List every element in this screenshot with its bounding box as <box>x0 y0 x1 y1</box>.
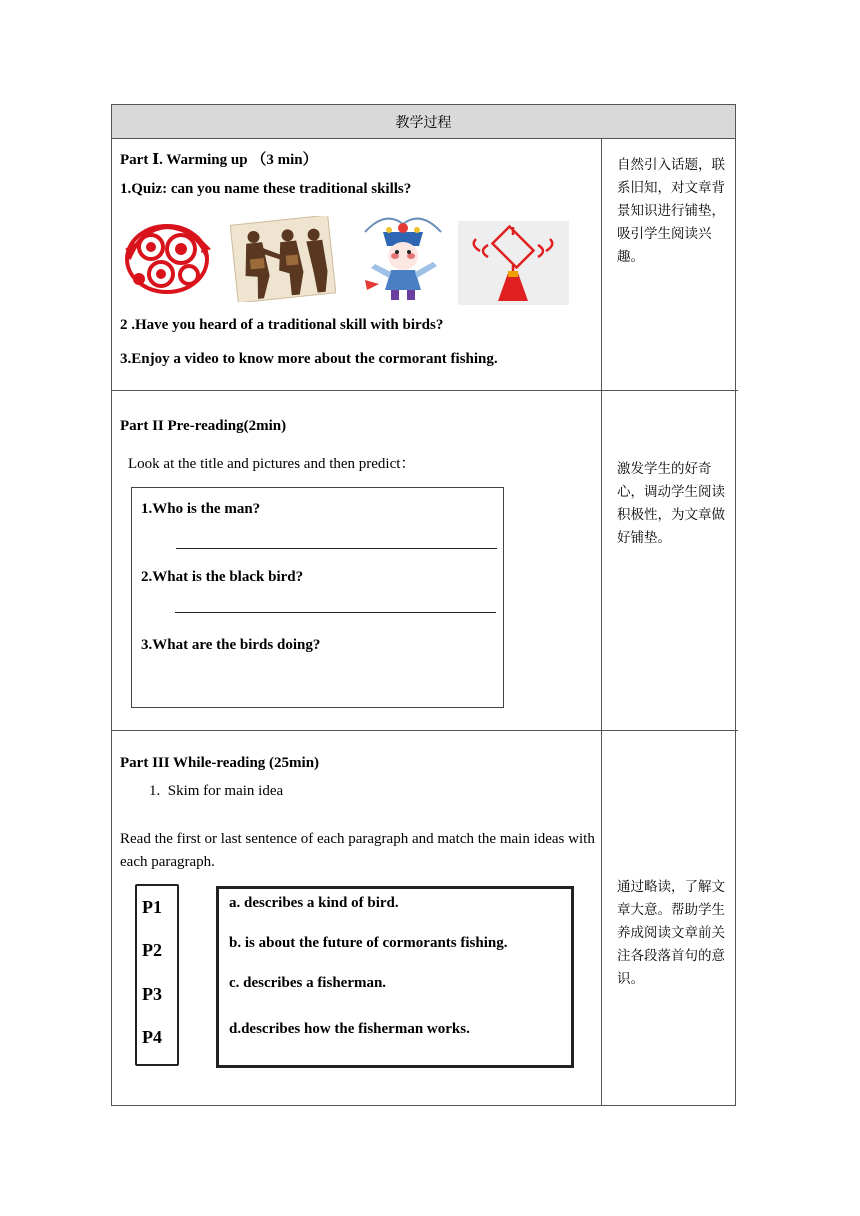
row-divider-1 <box>111 390 738 391</box>
peking-opera-figure-image <box>355 210 451 306</box>
part3-title: Part III While-reading (25min) <box>120 755 320 771</box>
part1-question-3: 3.Enjoy a video to know more about the cormorant fishing. <box>120 351 498 367</box>
header-title: 教学过程 <box>395 114 452 131</box>
paper-cutting-image <box>121 219 213 299</box>
table-header <box>111 104 736 139</box>
column-divider <box>601 139 602 1106</box>
predict-question-3: 3.What are the birds doing? <box>141 637 321 653</box>
part1-title: Part Ⅰ. Warming up （3 min） <box>120 152 318 168</box>
main-idea-d: d.describes how the fisherman works. <box>229 1021 470 1037</box>
part1-note: 自然引入话题，联系旧知，对文章背景知识进行铺垫，吸引学生阅读兴趣。 <box>617 157 725 265</box>
part2-title: Part II Pre-reading(2min) <box>120 418 287 434</box>
main-idea-a: a. describes a kind of bird. <box>229 895 399 911</box>
predict-question-2: 2.What is the black bird? <box>141 569 304 585</box>
predict-box <box>131 487 504 708</box>
paragraph-label-p2: P2 <box>142 940 162 960</box>
row-divider-2 <box>111 730 738 731</box>
paragraph-label-p3: P3 <box>142 984 162 1004</box>
shadow-puppets-image <box>230 216 336 302</box>
part2-note: 激发学生的好奇心，调动学生阅读积极性，为文章做好铺垫。 <box>617 461 725 546</box>
part1-quiz: 1.Quiz: can you name these traditional skills? <box>120 181 412 197</box>
paragraph-label-p1: P1 <box>142 897 162 917</box>
chinese-knot-image <box>458 221 569 305</box>
paragraph-label-p4: P4 <box>142 1027 162 1047</box>
part1-question-2: 2 .Have you heard of a traditional skill with birds? <box>120 317 444 333</box>
main-idea-c: c. describes a fisherman. <box>229 975 387 991</box>
part3-instruction: Read the first or last sentence of each paragraph and match the main ideas with each paragraph. <box>120 831 595 870</box>
answer-line-1 <box>176 548 497 549</box>
part3-step1: 1. Skim for main idea <box>149 783 284 799</box>
answer-line-2 <box>175 612 496 613</box>
part2-instruction: Look at the title and pictures and then predict： <box>128 456 416 472</box>
predict-question-1: 1.Who is the man? <box>141 501 261 517</box>
part3-note: 通过略读，了解文章大意。帮助学生养成阅读文章前关注各段落首句的意识。 <box>617 879 725 987</box>
main-idea-b: b. is about the future of cormorants fishing. <box>229 935 508 951</box>
